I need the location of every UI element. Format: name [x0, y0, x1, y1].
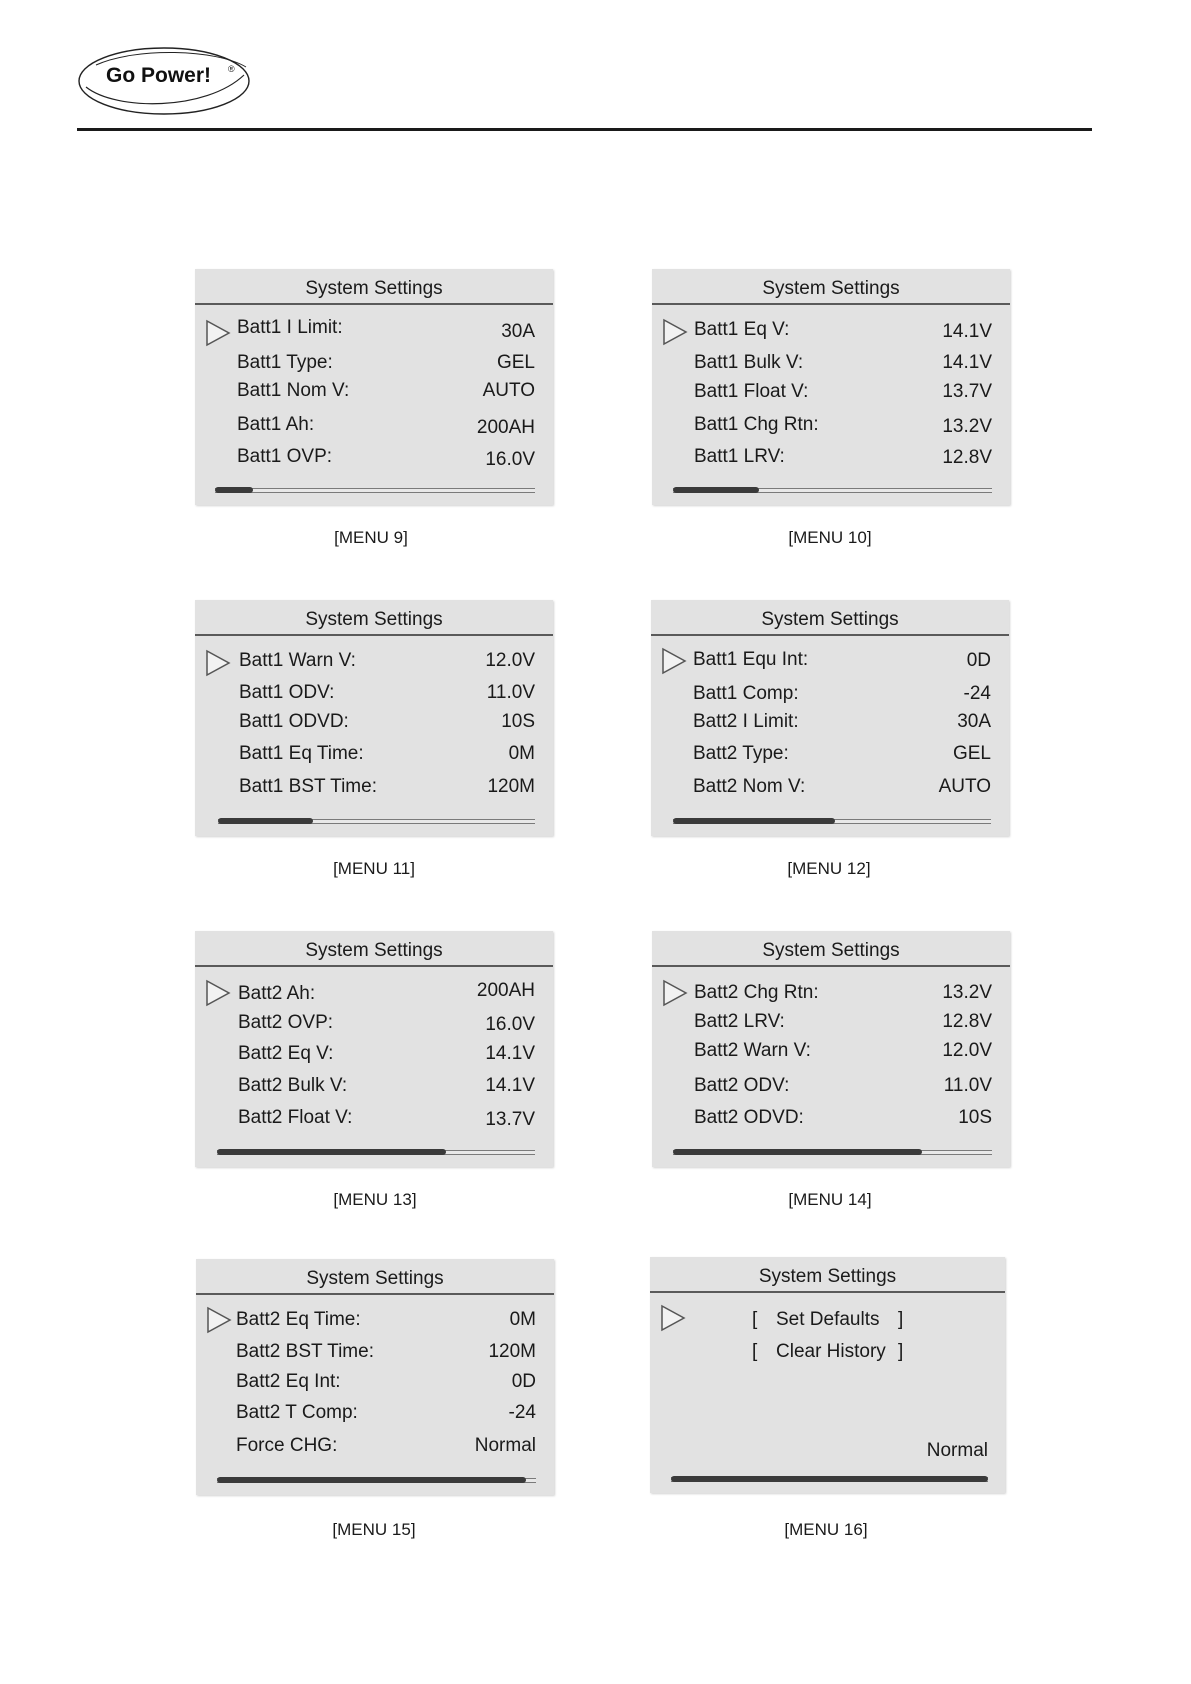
setting-row[interactable] [196, 1341, 554, 1365]
setting-value: 16.0V [485, 1014, 535, 1035]
menu-caption: [MENU 10] [788, 528, 872, 547]
setting-label: Batt2 Eq Int: [236, 1371, 341, 1392]
title-divider [195, 634, 553, 636]
setting-row[interactable] [652, 1040, 1010, 1064]
panel-title: System Settings [758, 1266, 897, 1287]
setting-label: Batt2 Eq Time: [236, 1309, 361, 1330]
setting-row[interactable] [652, 1011, 1010, 1035]
setting-row[interactable] [651, 683, 1009, 707]
setting-label: Batt2 I Limit: [693, 711, 799, 732]
setting-value: 0D [511, 1371, 536, 1392]
bracket-open: [ [752, 1341, 758, 1362]
header-rule [77, 128, 1092, 131]
option-label: Clear History [776, 1341, 886, 1362]
setting-row[interactable] [652, 1075, 1010, 1099]
scrollbar[interactable] [215, 488, 535, 493]
setting-value: 120M [488, 1341, 536, 1362]
setting-label: Batt1 Comp: [693, 683, 799, 704]
panel-title: System Settings [305, 940, 443, 961]
setting-row[interactable] [196, 1435, 554, 1459]
lcd-panel-menu-14 [652, 931, 1010, 1167]
scrollbar[interactable] [673, 488, 992, 493]
setting-value: 0D [966, 650, 991, 671]
setting-label: Batt2 ODV: [694, 1075, 790, 1096]
panel-title: System Settings [305, 609, 443, 630]
setting-row[interactable] [195, 980, 553, 1007]
go-power-logo [76, 45, 252, 117]
scrollbar[interactable] [673, 819, 991, 824]
set-defaults-option[interactable] [650, 1309, 1005, 1333]
scrollbar[interactable] [673, 1150, 992, 1155]
title-divider [195, 965, 553, 967]
lcd-panel-menu-15 [196, 1259, 554, 1495]
setting-label: Batt1 I Limit: [237, 317, 343, 338]
menu-caption: [MENU 14] [788, 1190, 872, 1209]
setting-row[interactable] [651, 776, 1009, 800]
setting-value: 0M [509, 1309, 536, 1330]
setting-value: AUTO [482, 380, 535, 401]
setting-value: 10S [501, 711, 535, 732]
setting-row[interactable] [195, 352, 553, 376]
panel-title: System Settings [762, 940, 900, 961]
setting-label: Batt2 OVP: [238, 1012, 334, 1033]
setting-value: GEL [952, 743, 991, 764]
setting-label: Batt2 Type: [693, 743, 789, 764]
setting-value: 16.0V [485, 449, 535, 470]
scrollbar-thumb[interactable] [215, 487, 253, 493]
title-divider [195, 303, 553, 305]
setting-label: Batt1 Ah: [237, 414, 315, 435]
setting-row[interactable] [195, 650, 553, 674]
setting-label: Batt2 Float V: [238, 1107, 353, 1128]
setting-row[interactable] [195, 776, 553, 800]
setting-value: GEL [496, 352, 535, 373]
setting-value: Normal [474, 1435, 536, 1456]
setting-row[interactable] [195, 317, 553, 341]
setting-row[interactable] [196, 1371, 554, 1395]
menu-caption: [MENU 9] [334, 528, 408, 547]
setting-value: 14.1V [942, 321, 992, 342]
option-label: Set Defaults [776, 1309, 880, 1330]
setting-row[interactable] [195, 682, 553, 706]
setting-row[interactable] [651, 649, 1009, 673]
charge-mode-status: Normal [926, 1440, 988, 1461]
setting-value: 12.0V [942, 1040, 992, 1061]
setting-value: 12.8V [942, 1011, 992, 1032]
menu-caption: [MENU 15] [332, 1520, 416, 1539]
scrollbar-thumb[interactable] [217, 1477, 526, 1483]
setting-label: Batt1 ODV: [239, 682, 335, 703]
title-divider [651, 634, 1009, 636]
setting-label: Batt2 Bulk V: [238, 1075, 348, 1096]
setting-label: Batt1 Eq V: [694, 319, 790, 340]
scrollbar[interactable] [671, 1477, 988, 1482]
setting-value: 12.8V [942, 447, 992, 468]
scrollbar[interactable] [217, 1150, 535, 1155]
lcd-panel-menu-9 [195, 269, 553, 505]
setting-value: 14.1V [942, 352, 992, 373]
setting-row[interactable] [195, 1075, 553, 1099]
setting-row[interactable] [651, 711, 1009, 735]
setting-value: 30A [957, 711, 991, 732]
setting-label: Batt1 Warn V: [239, 650, 356, 671]
scrollbar-thumb[interactable] [673, 487, 759, 493]
setting-label: Batt1 LRV: [694, 446, 785, 467]
setting-row[interactable] [195, 743, 553, 767]
menu-caption: [MENU 13] [333, 1190, 417, 1209]
setting-row[interactable] [196, 1402, 554, 1426]
setting-value: -24 [963, 683, 991, 704]
setting-row[interactable] [195, 380, 553, 404]
logo-text: Go Power! [106, 64, 212, 87]
setting-row[interactable] [652, 381, 1010, 405]
menu-caption: [MENU 16] [784, 1520, 868, 1539]
clear-history-option[interactable] [650, 1341, 1005, 1365]
setting-row[interactable] [195, 1012, 553, 1036]
setting-row[interactable] [652, 414, 1010, 438]
setting-label: Batt1 Type: [237, 352, 333, 373]
setting-value: 11.0V [486, 682, 535, 703]
setting-row[interactable] [651, 743, 1009, 767]
title-divider [652, 965, 1010, 967]
setting-value: 200AH [476, 980, 535, 1001]
setting-value: 200AH [476, 417, 535, 438]
setting-value: 12.0V [485, 650, 535, 671]
title-divider [652, 303, 1010, 305]
setting-value: 10S [958, 1107, 992, 1128]
menu-caption: [MENU 11] [333, 859, 415, 878]
scrollbar[interactable] [218, 819, 535, 824]
setting-value: 13.7V [485, 1109, 535, 1130]
setting-row[interactable] [195, 446, 553, 470]
setting-label: Batt2 LRV: [694, 1011, 785, 1032]
lcd-panel-menu-12 [651, 600, 1009, 836]
lcd-panel-menu-13 [195, 931, 553, 1167]
setting-label: Batt1 OVP: [237, 446, 333, 467]
setting-label: Batt2 Chg Rtn: [694, 982, 819, 1003]
scrollbar[interactable] [217, 1478, 536, 1483]
setting-row[interactable] [195, 711, 553, 735]
setting-label: Batt2 Warn V: [694, 1040, 811, 1061]
setting-label: Batt1 Nom V: [237, 380, 350, 401]
scrollbar-thumb[interactable] [218, 818, 313, 824]
setting-label: Batt2 T Comp: [236, 1402, 358, 1423]
title-divider [196, 1293, 554, 1295]
bracket-close: ] [898, 1309, 904, 1330]
setting-label: Batt2 ODVD: [694, 1107, 804, 1128]
lcd-panel-menu-11 [195, 600, 553, 836]
setting-label: Batt2 Nom V: [693, 776, 806, 797]
setting-label: Batt2 Eq V: [238, 1043, 334, 1064]
setting-row[interactable] [652, 1107, 1010, 1131]
setting-value: -24 [508, 1402, 536, 1423]
logo-registered-mark: ® [228, 64, 235, 74]
bracket-open: [ [752, 1309, 758, 1330]
panel-title: System Settings [305, 278, 443, 299]
setting-label: Batt1 Chg Rtn: [694, 414, 819, 435]
setting-label: Force CHG: [236, 1435, 338, 1456]
panel-title: System Settings [762, 278, 900, 299]
title-divider [650, 1291, 1005, 1293]
setting-row[interactable] [652, 352, 1010, 376]
setting-row[interactable] [195, 414, 553, 438]
lcd-panel-menu-16 [650, 1257, 1005, 1493]
setting-value: 11.0V [943, 1075, 992, 1096]
panel-title: System Settings [306, 1268, 444, 1289]
setting-value: 14.1V [485, 1075, 535, 1096]
setting-label: Batt2 BST Time: [236, 1341, 374, 1362]
setting-label: Batt1 Equ Int: [693, 649, 809, 670]
bracket-close: ] [898, 1341, 904, 1362]
menu-caption: [MENU 12] [787, 859, 871, 878]
lcd-panel-menu-10 [652, 269, 1010, 505]
scrollbar-thumb[interactable] [671, 1476, 988, 1482]
setting-label: Batt1 BST Time: [239, 776, 377, 797]
setting-value: AUTO [938, 776, 991, 797]
setting-value: 14.1V [485, 1043, 535, 1064]
setting-row[interactable] [195, 1107, 553, 1131]
setting-row[interactable] [652, 982, 1010, 1006]
setting-row[interactable] [195, 1043, 553, 1067]
setting-label: Batt1 Bulk V: [694, 352, 804, 373]
setting-value: 120M [487, 776, 535, 797]
setting-label: Batt1 ODVD: [239, 711, 349, 732]
setting-value: 13.2V [942, 416, 992, 437]
setting-row[interactable] [652, 446, 1010, 470]
setting-value: 30A [501, 321, 535, 342]
setting-value: 13.2V [942, 982, 992, 1003]
setting-label: Batt2 Ah: [238, 983, 316, 1004]
setting-row[interactable] [652, 319, 1010, 343]
setting-value: 13.7V [942, 381, 992, 402]
setting-label: Batt1 Float V: [694, 381, 809, 402]
setting-row[interactable] [196, 1309, 554, 1333]
panel-title: System Settings [761, 609, 899, 630]
scrollbar-thumb[interactable] [673, 818, 835, 824]
scrollbar-thumb[interactable] [673, 1149, 922, 1155]
setting-label: Batt1 Eq Time: [239, 743, 364, 764]
setting-value: 0M [508, 743, 535, 764]
scrollbar-thumb[interactable] [217, 1149, 446, 1155]
